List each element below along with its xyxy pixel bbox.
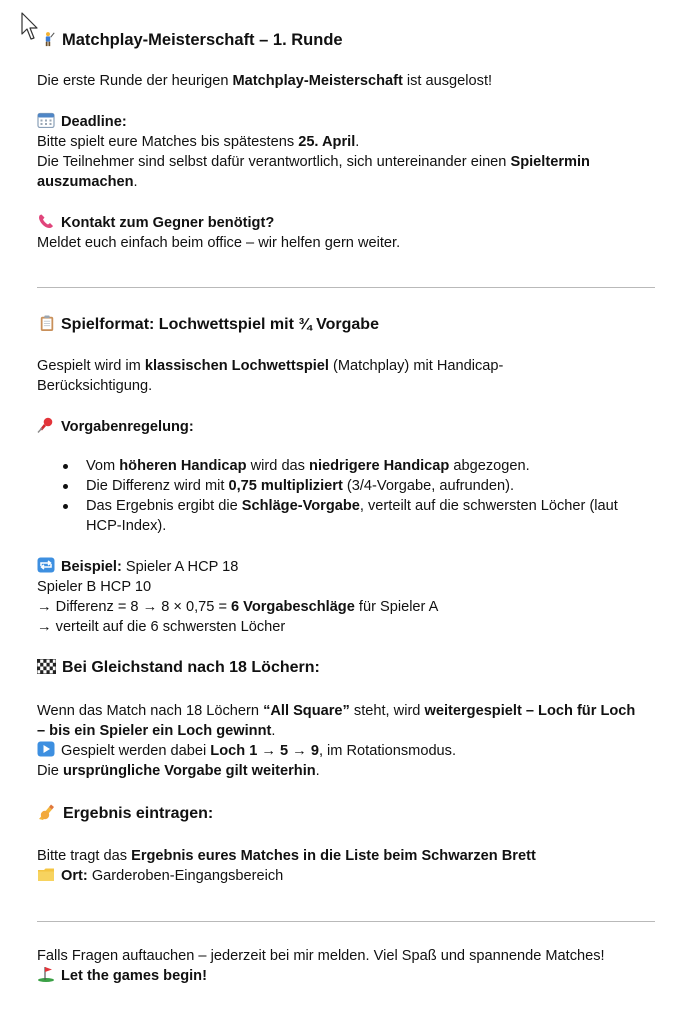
footer-line-2 [37, 966, 657, 986]
title-block [37, 29, 657, 51]
tie-line-2: Gespielt werden dabei Loch 1 → 5 → 9, im Rotationsmodus. [37, 741, 657, 761]
deadline-text: Bitte spielt eure Matches bis spätestens [37, 134, 299, 150]
rules-heading-text: Vorgabenregelung: [61, 419, 194, 435]
calendar-icon [37, 112, 55, 128]
result-heading-block [37, 803, 657, 825]
golf-flag-icon [37, 966, 55, 982]
page-title [37, 29, 657, 51]
example-calc-bold: 6 Vorgabeschläge [231, 599, 355, 615]
deadline-date: 25. April [298, 134, 356, 150]
writing-hand-icon [37, 803, 57, 821]
intro-paragraph [37, 71, 657, 91]
format-bold: klassischen Lochwettspiel [144, 358, 329, 374]
contact-text: Meldet euch einfach beim office – wir helfen gern weiter. [37, 235, 401, 251]
list-item: Vom höheren Handicap wird das niedrigere Handicap abgezogen. [37, 456, 657, 476]
example-line-1 [37, 557, 657, 577]
format-heading-block [37, 314, 657, 336]
phone-icon [37, 213, 55, 229]
list-item: Das Ergebnis ergibt die Schläge-Vorgabe, verteilt auf die schwersten Löcher (laut HCP-Index). [37, 496, 651, 536]
format-text-end: (Matchplay) mit Handicap-Berücksichtigung. [37, 358, 504, 394]
example-calc-text: → Differenz = 8 → 8 × 0,75 = [37, 599, 232, 615]
tie-paragraph: Wenn das Match nach 18 Löchern “All Square” steht, wird weitergespielt – Loch für Loch – bis ein Spieler ein Loch gewinnt. [37, 703, 636, 739]
format-heading [37, 314, 657, 336]
intro-text-end: ist ausgelost! [402, 73, 493, 89]
folder-icon [37, 866, 55, 882]
footer-bold: Let the games begin! [61, 968, 207, 984]
divider [37, 287, 655, 288]
example-line-4: → verteilt auf die 6 schwersten Löcher [37, 619, 286, 635]
intro-text: Die erste Runde der heurigen [37, 73, 233, 89]
divider [37, 921, 655, 922]
tie-heading-text: Bei Gleichstand nach 18 Löchern: [62, 659, 320, 676]
result-location [37, 866, 657, 886]
golfer-icon [40, 30, 56, 48]
format-heading-text: Spielformat: Lochwettspiel mit ¾ Vorgabe [61, 316, 379, 333]
rules-list [37, 456, 657, 536]
location-label: Ort: [61, 868, 88, 884]
result-heading [37, 803, 657, 825]
deadline-responsibility-end: . [133, 174, 138, 190]
location-text: Garderoben-Eingangsbereich [87, 868, 284, 884]
format-paragraph [37, 356, 567, 396]
checkered-flag-icon [37, 659, 56, 674]
deadline-line-2 [37, 152, 657, 192]
pushpin-icon [37, 417, 55, 433]
tie-heading-block [37, 657, 657, 679]
example-label: Beispiel: [61, 559, 122, 575]
list-item: Die Differenz wird mit 0,75 multipliziert (3/4-Vorgabe, aufrunden). [37, 476, 657, 496]
footer-line-1: Falls Fragen auftauchen – jederzeit bei mir melden. Viel Spaß und spannende Matches! [37, 948, 605, 964]
tie-line-3: Die ursprüngliche Vorgabe gilt weiterhin. [37, 763, 320, 779]
example-player-a: Spieler A HCP 18 [121, 559, 239, 575]
result-line-1: Bitte tragt das Ergebnis eures Matches in die Liste beim Schwarzen Brett [37, 848, 536, 864]
format-text: Gespielt wird im [37, 358, 145, 374]
result-heading-text: Ergebnis eintragen: [63, 805, 214, 822]
intro-bold: Matchplay-Meisterschaft [232, 73, 403, 89]
clipboard-icon [39, 314, 55, 332]
title-text: Matchplay-Meisterschaft – 1. Runde [62, 31, 343, 49]
example-line-3 [37, 597, 657, 617]
play-icon [37, 741, 55, 757]
deadline-responsibility-text: Die Teilnehmer sind selbst dafür verantwortlich, sich untereinander einen [37, 154, 511, 170]
tie-heading [37, 657, 657, 679]
repeat-icon [37, 557, 55, 573]
deadline-responsibility-bold: Spieltermin auszumachen [37, 154, 590, 190]
example-calc-end: für Spieler A [354, 599, 439, 615]
deadline-line-1 [37, 132, 657, 152]
deadline-text-end: . [355, 134, 360, 150]
deadline-heading [37, 112, 657, 132]
contact-heading-text: Kontakt zum Gegner benötigt? [61, 215, 275, 231]
contact-heading [37, 213, 657, 233]
example-line-2: Spieler B HCP 10 [37, 579, 152, 595]
rules-heading [37, 417, 657, 437]
deadline-heading-text: Deadline: [61, 114, 127, 130]
